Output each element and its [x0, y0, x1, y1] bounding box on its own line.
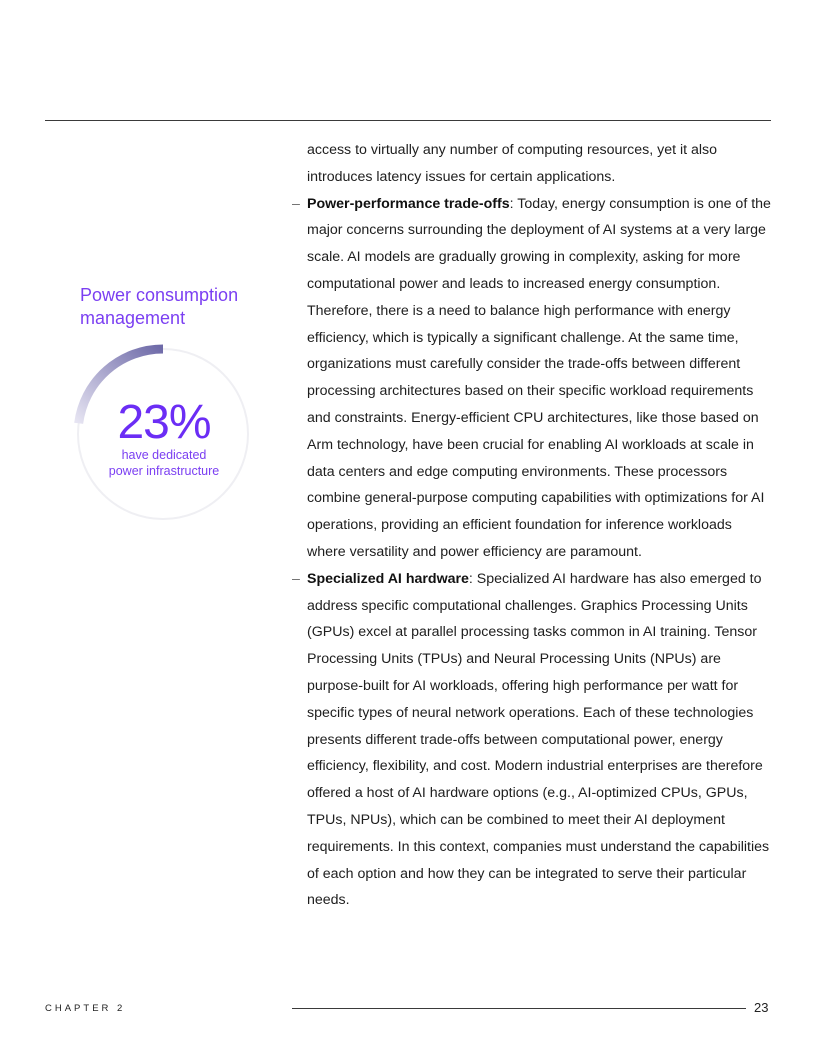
sidebar-title: Power consumption management: [80, 285, 239, 328]
stat-value: 23%: [117, 396, 211, 449]
bullet-power-performance: [292, 191, 772, 566]
body-text: [292, 137, 772, 914]
bullet-term: Specialized AI hardware: [307, 570, 469, 587]
stat-caption-line2: power infrastructure: [108, 464, 220, 478]
bullet-dash: –: [292, 570, 300, 587]
top-divider: [45, 120, 771, 121]
bullet-dash: –: [292, 195, 300, 212]
bullet-text: : Today, energy consumption is one of the major concerns surrounding the deployment of AI systems at a very large scale. AI models are gradually growing in complexity, asking for more computational power and leads to increased energy consumption. Therefore, there is a need to balance high performance with energy efficiency, which is typically a significant challenge. At the same time, organizations must carefully consider the trade-offs between different processing architectures based on their specific workload requirements and constraints. Energy-efficient CPU architectures, like those based on Arm technology, have been crucial for enabling AI workloads at scale in data centers and edge computing environments. These processors combine general-purpose computing capabilities with optimizations for AI operations, providing an efficient foundation for inference workloads where versatility and power efficiency are paramount.: [307, 195, 771, 560]
intro-paragraph: access to virtually any number of computing resources, yet it also introduces latency issues for certain applications.: [307, 142, 718, 185]
page-number: 23: [754, 1000, 769, 1015]
stat-caption: [69, 447, 259, 479]
stat-caption-line1: have dedicated: [121, 448, 207, 462]
footer-chapter-label: CHAPTER 2: [45, 1003, 126, 1014]
bullet-term: Power-performance trade-offs: [307, 195, 510, 212]
footer-divider: [292, 1008, 746, 1009]
bullet-text: : Specialized AI hardware has also emerged to address specific computational challenges. Graphics Processing Units (GPUs) excel at parallel processing tasks common in AI training. Tensor Processing Units (TPUs) and Neural Processing Units (NPUs) are purpose-built for AI workloads, offering high performance per watt for specific types of neural network operations. Each of these technologies presents different trade-offs between computational power, energy efficiency, flexibility, and cost. Modern industrial enterprises are therefore offered a host of AI hardware options (e.g., AI-optimized CPUs, GPUs, TPUs, NPUs), which can be combined to meet their AI deployment requirements. In this context, companies must understand the capabilities of each option and how they can be integrated to serve their particular needs.: [307, 570, 770, 909]
bullet-specialized-hardware: [292, 566, 772, 914]
